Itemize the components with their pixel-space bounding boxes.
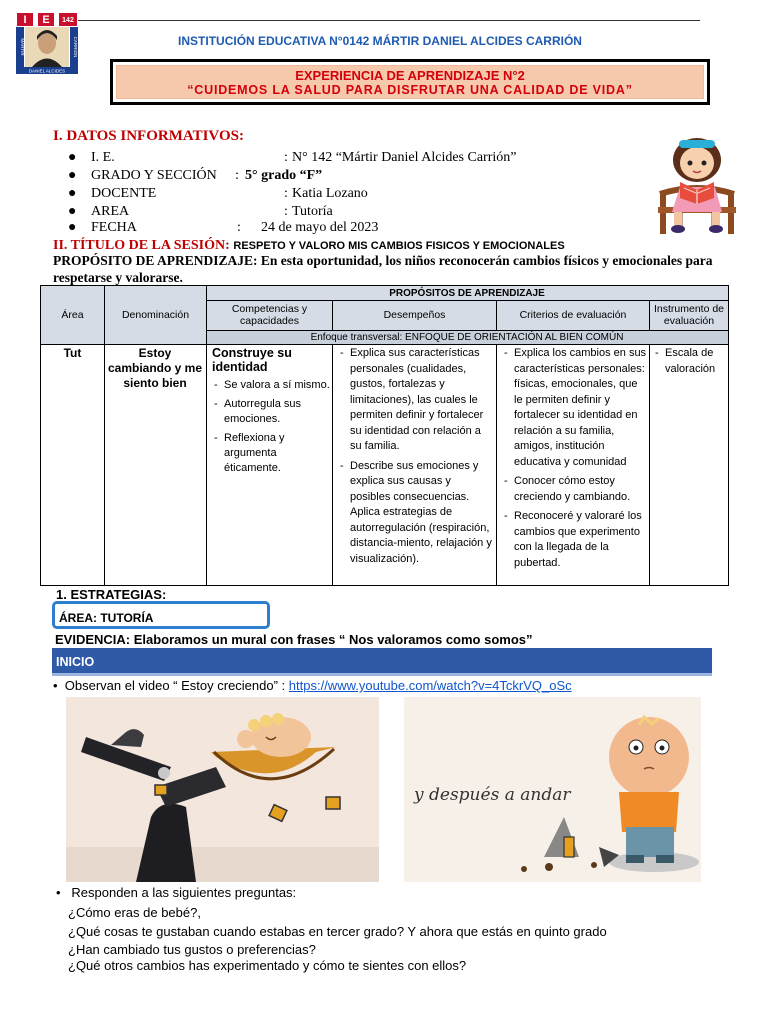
video-link[interactable]: https://www.youtube.com/watch?v=4TckrVQ_oSc <box>288 678 572 693</box>
question-item: ¿Cómo eras de bebé?, <box>68 905 201 920</box>
criterios-list <box>502 346 647 571</box>
header-desempenos: Desempeños <box>383 309 446 321</box>
image-caption: y después a andar <box>414 785 571 805</box>
session-title: RESPETO Y VALORO MIS CAMBIOS FISICOS Y EMOCIONALES <box>233 240 565 252</box>
inicio-banner: INICIO <box>52 648 712 676</box>
datos-label: GRADO Y SECCIÓN <box>91 168 217 183</box>
baby-scale-image <box>66 697 379 882</box>
datos-value: Katia Lozano <box>292 186 368 201</box>
cell-competencias <box>212 346 330 480</box>
experience-banner-inner <box>116 65 704 99</box>
purpose-label: PROPÓSITO DE APRENDIZAJE: <box>53 253 258 268</box>
logo-side-left: MÁRTIR <box>20 38 25 56</box>
datos-sep: : <box>284 186 288 201</box>
bullet-icon: • <box>56 885 72 900</box>
header-denominacion: Denominación <box>121 309 190 321</box>
criterio-item: - Explica los cambios en sus características personales: físicas, emocionales, que le permiten definir y fortalecer su identidad en relación a su familia, amigos, institución educativa y comunidad <box>502 346 647 470</box>
video-line <box>53 678 572 693</box>
question-item: ¿Qué cosas te gustaban cuando estabas en tercer grado? Y ahora que estás en quinto grado <box>68 924 607 939</box>
datos-sep: : <box>284 150 288 165</box>
evidence-line: EVIDENCIA: Elaboramos un mural con frases “ Nos valoramos como somos” <box>55 632 533 647</box>
toddler-image <box>404 697 701 882</box>
enfoque-transversal: Enfoque transversal: ENFOQUE DE ORIENTACIÓN AL BIEN COMÚN <box>310 331 624 343</box>
school-logo <box>16 12 78 74</box>
header-criterios: Criterios de evaluación <box>519 309 627 321</box>
reading-girl-illustration <box>650 132 745 237</box>
capacidades-list <box>212 378 330 476</box>
session-label: II. TÍTULO DE LA SESIÓN: <box>53 238 230 253</box>
datos-label: I. E. <box>91 150 115 165</box>
institution-name: INSTITUCIÓN EDUCATIVA N°0142 MÁRTIR DANIEL ALCIDES CARRIÓN <box>178 34 582 48</box>
learning-purposes-table <box>40 285 729 586</box>
experience-subtitle: “CUIDEMOS LA SALUD PARA DISFRUTAR UNA CALIDAD DE VIDA” <box>187 83 633 97</box>
grid-line <box>332 344 333 585</box>
capacidad-item: - Se valora a sí mismo. <box>212 378 330 393</box>
datos-sep: : <box>284 204 288 219</box>
cell-criterios <box>502 346 647 575</box>
header-competencias: Competencias y capacidades <box>231 303 308 327</box>
cell-denominacion: Estoy cambiando y me siento bien <box>107 346 203 390</box>
instrumento-list <box>653 346 727 377</box>
datos-label: AREA <box>91 204 130 219</box>
desempeno-item: - Explica sus características personales (cualidades, gustos, fortalezas y limitaciones), las cuales le permiten definir y fortalecer su identidad con relación a su familia. <box>338 346 494 455</box>
logo-letter-i: I <box>23 14 27 26</box>
criterio-item: - Conocer cómo estoy creciendo y cambiando. <box>502 474 647 505</box>
datos-section-title: I. DATOS INFORMATIVOS: <box>53 128 244 144</box>
logo-number: 142 <box>62 17 74 24</box>
instrumento-item: - Escala de valoración <box>653 346 727 377</box>
datos-value: N° 142 “Mártir Daniel Alcides Carrión” <box>292 150 517 165</box>
question-item: ¿Qué otros cambios has experimentado y cómo te sientes con ellos? <box>68 958 467 973</box>
header-propositos: PROPÓSITOS DE APRENDIZAJE <box>389 287 545 299</box>
header-area: Área <box>61 309 84 321</box>
datos-label: FECHA <box>91 220 137 235</box>
cell-instrumento <box>653 346 727 381</box>
datos-label: DOCENTE <box>91 186 157 201</box>
datos-value: Tutoría <box>292 204 333 219</box>
bullet-icon: ● <box>68 204 77 219</box>
logo-letter-e: E <box>42 14 50 26</box>
desempeno-item: - Describe sus emociones y explica sus causas y posibles consecuencias. Aplica estrategias de autorregulación (respiración, distancia-miento, relajación y visualización). <box>338 459 494 568</box>
competencia-title: Construye su identidad <box>212 346 292 374</box>
header-instrumento: Instrumento de evaluación <box>653 303 725 327</box>
questions-intro-text: Responden a las siguientes preguntas: <box>71 885 297 900</box>
video-text: Observan el video “ Estoy creciendo” : <box>64 678 289 693</box>
datos-sep: : <box>237 220 241 235</box>
criterio-item: - Reconoceré y valoraré los cambios que experimento con la llegada de la pubertad. <box>502 509 647 571</box>
purpose-text: En esta oportunidad, los niños reconocerán cambios físicos y emocionales para respetarse y valorarse. <box>53 253 713 285</box>
grid-line <box>41 344 728 345</box>
experience-banner <box>110 59 710 105</box>
purpose-paragraph <box>53 252 713 286</box>
bullet-icon: • <box>53 678 65 693</box>
bullet-icon: ● <box>68 186 77 201</box>
questions-intro <box>56 885 296 900</box>
bullet-icon: ● <box>68 168 77 183</box>
grid-line <box>496 344 497 585</box>
datos-sep: : <box>235 168 239 183</box>
grid-line <box>649 344 650 585</box>
bullet-icon: ● <box>68 220 77 235</box>
experience-title: EXPERIENCIA DE APRENDIZAJE N°2 <box>295 68 525 83</box>
datos-value: 5° grado “F” <box>245 168 323 183</box>
logo-bottom-text: DANIEL ALCIDES <box>28 68 66 74</box>
bullet-icon: ● <box>68 150 77 165</box>
capacidad-item: - Reflexiona y argumenta éticamente. <box>212 431 330 476</box>
question-item: ¿Han cambiado tus gustos o preferencias? <box>68 942 316 957</box>
logo-side-right: CARRIÓN <box>73 36 78 58</box>
cell-desempenos <box>338 346 494 571</box>
capacidad-item: - Autorregula sus emociones. <box>212 397 330 427</box>
datos-value: 24 de mayo del 2023 <box>261 220 379 235</box>
area-tutoria-box: ÁREA: TUTORÍA <box>52 601 270 629</box>
header-rule <box>78 20 700 21</box>
desempenos-list <box>338 346 494 567</box>
strategies-title: 1. ESTRATEGIAS: <box>56 587 167 602</box>
cell-area: Tut <box>63 346 82 360</box>
